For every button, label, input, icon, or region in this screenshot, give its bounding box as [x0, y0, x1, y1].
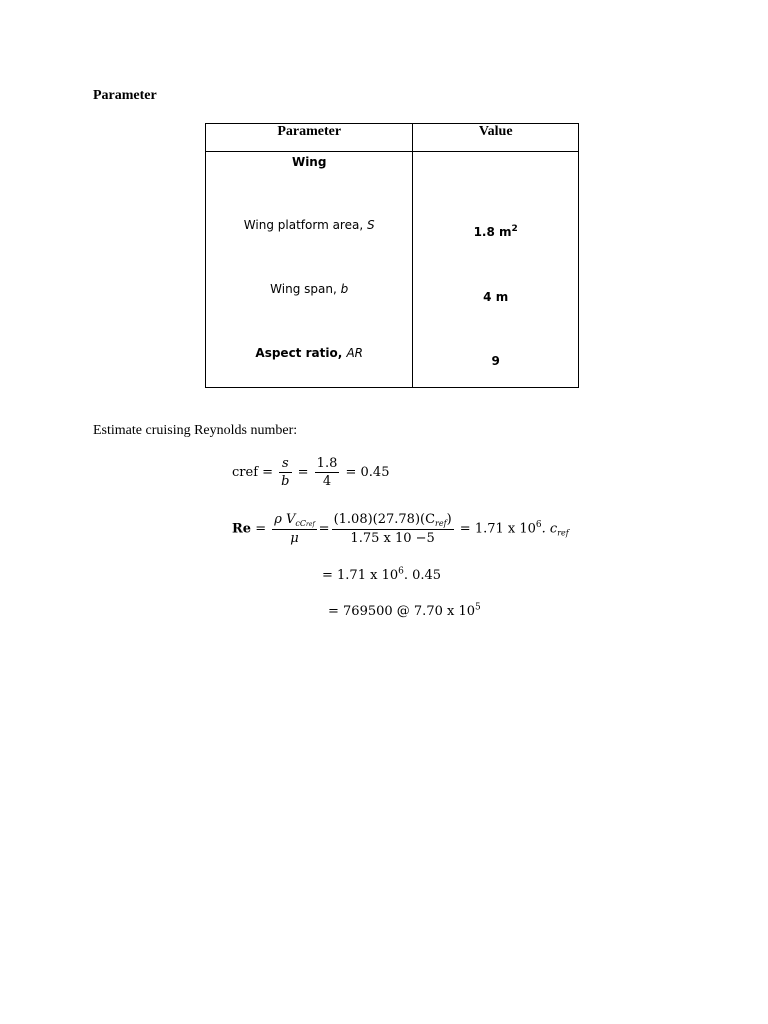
value-wing-area: 1.8 $m^2$ — [473, 224, 518, 239]
parameter-table — [205, 123, 579, 388]
param-wing-area: Wing platform area, S — [243, 218, 375, 232]
equation-result: = 769500 @ 7.70 x $10^5$ — [328, 602, 481, 619]
param-wing-span: Wing span, b — [270, 282, 349, 296]
header-value: Value — [413, 124, 579, 152]
table-row — [206, 152, 579, 388]
page-heading: Parameter — [93, 88, 157, 103]
value-aspect-ratio: 9 — [491, 354, 500, 368]
equation-reynolds: Re = $\frac{\rho V_{cCref}}{\mu}$ = $\frac{(1.08)(27.78)(C_{ref})}{1.75 x 10 -5}$ = 1.71 x $10^6$. $c_{ref}$ — [232, 512, 569, 546]
equation-cref: cref = $\frac{s}{b}$ = $\frac{1.8}{4}$ = 0.45 — [232, 456, 390, 489]
param-aspect-ratio: Aspect ratio, AR — [255, 346, 363, 360]
section-label-wing: Wing — [291, 155, 327, 169]
header-parameter: Parameter — [206, 124, 413, 152]
intro-text: Estimate cruising Reynolds number: — [93, 423, 298, 438]
value-cell — [413, 152, 579, 388]
value-wing-span: 4 m — [483, 290, 509, 304]
parameter-cell — [206, 152, 413, 388]
equation-step-2: = 1.71 x $10^6$. 0.45 — [322, 566, 442, 583]
